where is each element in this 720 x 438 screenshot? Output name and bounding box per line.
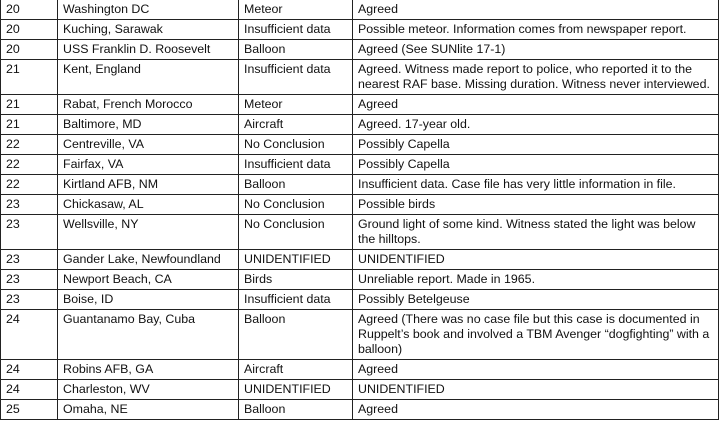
location-cell: Chickasaw, AL [58, 195, 239, 215]
table-row [1, 400, 719, 420]
location-cell: Wellsville, NY [58, 215, 239, 250]
location-cell: Baltimore, MD [58, 115, 239, 135]
comment-cell: Possibly Capella [353, 155, 719, 175]
location-cell: Gander Lake, Newfoundland [58, 250, 239, 270]
location-cell: Centreville, VA [58, 135, 239, 155]
table-row [1, 380, 719, 400]
comment-cell: Possible meteor. Information comes from newspaper report. [353, 20, 719, 40]
comment-cell: Agreed [353, 400, 719, 420]
day-cell: 20 [1, 0, 58, 20]
table-row [1, 310, 719, 360]
comment-cell: Agreed [353, 0, 719, 20]
table-row [1, 115, 719, 135]
location-cell: Omaha, NE [58, 400, 239, 420]
table-row [1, 40, 719, 60]
evaluation-cell: Balloon [239, 175, 353, 195]
location-cell: USS Franklin D. Roosevelt [58, 40, 239, 60]
evaluation-cell: Meteor [239, 95, 353, 115]
day-cell: 21 [1, 60, 58, 95]
table-row [1, 250, 719, 270]
location-cell: Boise, ID [58, 290, 239, 310]
day-cell: 22 [1, 135, 58, 155]
comment-cell: Unreliable report. Made in 1965. [353, 270, 719, 290]
day-cell: 21 [1, 115, 58, 135]
location-cell: Kuching, Sarawak [58, 20, 239, 40]
location-cell: Kent, England [58, 60, 239, 95]
evaluation-cell: UNIDENTIFIED [239, 250, 353, 270]
location-cell: Washington DC [58, 0, 239, 20]
table-row [1, 20, 719, 40]
evaluation-cell: Birds [239, 270, 353, 290]
comment-cell: Possibly Betelgeuse [353, 290, 719, 310]
table-row [1, 60, 719, 95]
location-cell: Guantanamo Bay, Cuba [58, 310, 239, 360]
table-row [1, 95, 719, 115]
evaluation-cell: Balloon [239, 310, 353, 360]
evaluation-cell: Balloon [239, 400, 353, 420]
evaluation-cell: Insufficient data [239, 20, 353, 40]
day-cell: 24 [1, 310, 58, 360]
table-row [1, 290, 719, 310]
comment-cell: Agreed [353, 360, 719, 380]
comment-cell: Ground light of some kind. Witness stated the light was below the hilltops. [353, 215, 719, 250]
day-cell: 23 [1, 270, 58, 290]
evaluation-cell: Balloon [239, 40, 353, 60]
day-cell: 22 [1, 175, 58, 195]
day-cell: 24 [1, 360, 58, 380]
evaluation-cell: No Conclusion [239, 215, 353, 250]
evaluation-cell: Insufficient data [239, 290, 353, 310]
table-row [1, 270, 719, 290]
location-cell: Charleston, WV [58, 380, 239, 400]
evaluation-cell: UNIDENTIFIED [239, 380, 353, 400]
table-row [1, 175, 719, 195]
day-cell: 22 [1, 155, 58, 175]
day-cell: 23 [1, 195, 58, 215]
location-cell: Newport Beach, CA [58, 270, 239, 290]
comment-cell: Agreed. Witness made report to police, who reported it to the nearest RAF base. Missing duration. Witness never interviewed. [353, 60, 719, 95]
comment-cell: Agreed [353, 95, 719, 115]
day-cell: 23 [1, 290, 58, 310]
day-cell: 24 [1, 380, 58, 400]
table-row [1, 195, 719, 215]
evaluation-cell: Aircraft [239, 115, 353, 135]
comment-cell: Agreed (There was no case file but this case is documented in Ruppelt’s book and involved a TBM Avenger “dogfighting” with a balloon) [353, 310, 719, 360]
table-row [1, 0, 719, 20]
day-cell: 23 [1, 250, 58, 270]
comment-cell: Possible birds [353, 195, 719, 215]
comment-cell: Insufficient data. Case file has very little information in file. [353, 175, 719, 195]
comment-cell: Possibly Capella [353, 135, 719, 155]
table-row [1, 360, 719, 380]
comment-cell: UNIDENTIFIED [353, 380, 719, 400]
evaluation-cell: No Conclusion [239, 135, 353, 155]
day-cell: 25 [1, 400, 58, 420]
location-cell: Robins AFB, GA [58, 360, 239, 380]
comment-cell: Agreed. 17-year old. [353, 115, 719, 135]
location-cell: Rabat, French Morocco [58, 95, 239, 115]
day-cell: 21 [1, 95, 58, 115]
evaluation-cell: Insufficient data [239, 155, 353, 175]
evaluation-cell: Aircraft [239, 360, 353, 380]
day-cell: 20 [1, 40, 58, 60]
location-cell: Fairfax, VA [58, 155, 239, 175]
day-cell: 23 [1, 215, 58, 250]
evaluation-cell: No Conclusion [239, 195, 353, 215]
table-row [1, 215, 719, 250]
table-row [1, 135, 719, 155]
location-cell: Kirtland AFB, NM [58, 175, 239, 195]
day-cell: 20 [1, 20, 58, 40]
comment-cell: Agreed (See SUNlite 17-1) [353, 40, 719, 60]
table-row [1, 155, 719, 175]
comment-cell: UNIDENTIFIED [353, 250, 719, 270]
evaluation-cell: Meteor [239, 0, 353, 20]
evaluation-cell: Insufficient data [239, 60, 353, 95]
